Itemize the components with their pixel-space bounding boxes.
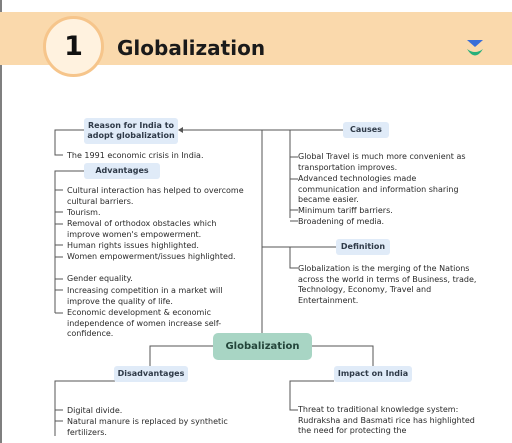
- reason-item-1: The 1991 economic crisis in India.: [67, 151, 204, 160]
- branch-impact: Impact on India: [334, 366, 412, 382]
- advantages-item-3: Removal of orthodox obstacles which improve women's empowerment.: [67, 219, 217, 239]
- disadvantages-ticks: [55, 410, 63, 421]
- definition-tick: [290, 247, 298, 268]
- advantages-item-6: Gender equality.: [67, 274, 133, 283]
- disadvantages-item-1: Digital divide.: [67, 406, 123, 415]
- branch-definition: Definition: [336, 239, 390, 255]
- causes-item-3: Minimum tariff barriers.: [298, 206, 393, 215]
- causes-ticks: [290, 157, 298, 221]
- advantages-ticks: [55, 190, 63, 313]
- chapter-number: 1: [64, 31, 83, 62]
- branch-advantages: Advantages: [84, 163, 160, 179]
- impact-item-1: Threat to traditional knowledge system: Rudraksha and Basmati rice has highlighted the need for protecting the: [298, 405, 475, 435]
- advantages-item-5: Women empowerment/issues highlighted.: [67, 252, 236, 261]
- branch-reason: Reason for India to adopt globalization: [84, 118, 178, 144]
- advantages-item-4: Human rights issues highlighted.: [67, 241, 199, 250]
- definition-item-1: Globalization is the merging of the Nations across the world in terms of Business, trade, Technology, Economy, Travel and Entertainment.: [298, 264, 477, 305]
- advantages-item-2: Tourism.: [67, 208, 101, 217]
- connector-impact: [312, 346, 373, 366]
- connector-disadvantages: [150, 346, 213, 366]
- page-title: Globalization: [117, 36, 266, 60]
- branch-disadvantages: Disadvantages: [114, 366, 188, 382]
- center-node: Globalization: [213, 333, 312, 360]
- advantages-item-7: Increasing competition in a market will improve the quality of life.: [67, 286, 223, 306]
- advantages-item-8: Economic development & economic independence of women increase self-confidence.: [67, 308, 222, 338]
- causes-item-2: Advanced technologies made communication and information sharing became easier.: [298, 174, 459, 204]
- branch-causes: Causes: [343, 122, 389, 138]
- disadvantages-item-2: Natural manure is replaced by synthetic fertilizers.: [67, 417, 228, 437]
- causes-item-4: Broadening of media.: [298, 217, 385, 226]
- advantages-item-1: Cultural interaction has helped to overcome cultural barriers.: [67, 186, 244, 206]
- causes-item-1: Global Travel is much more convenient as transportation improves.: [298, 152, 466, 172]
